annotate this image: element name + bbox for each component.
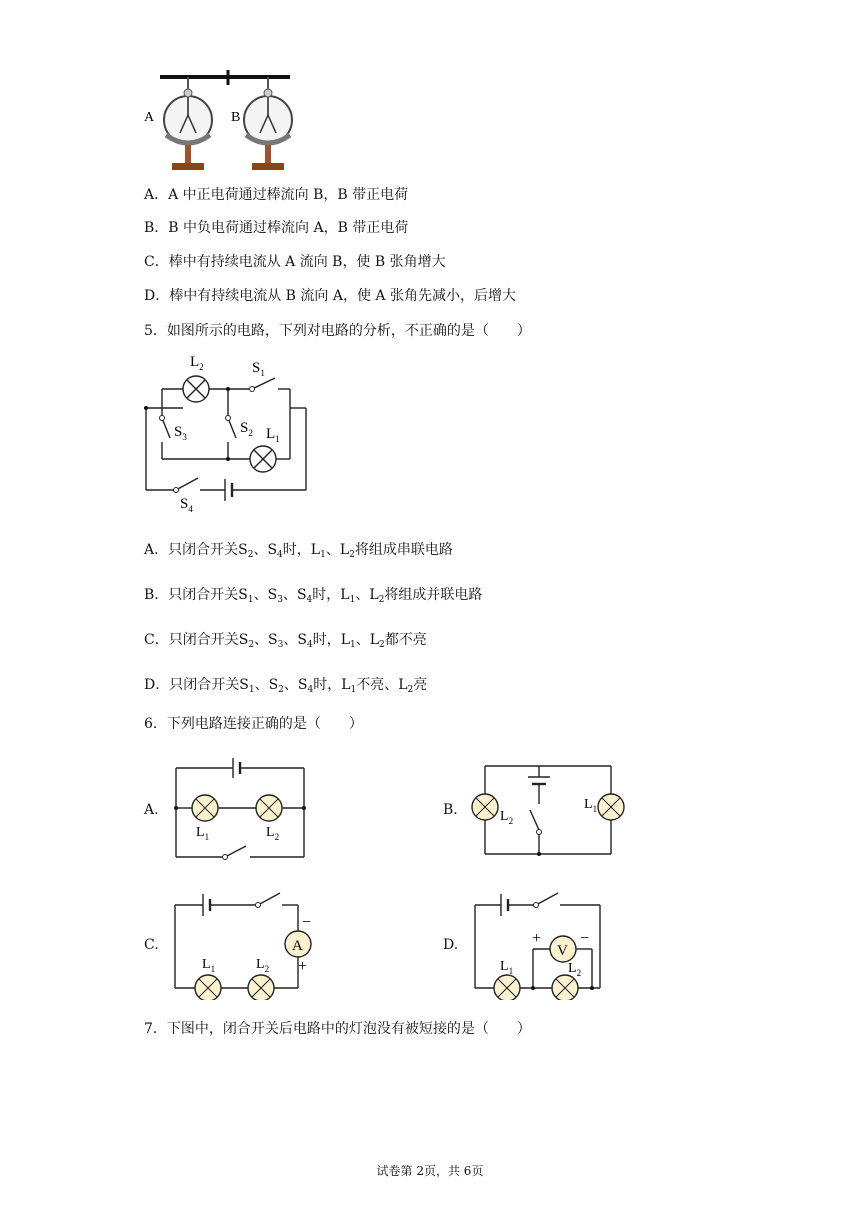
svg-text:L2: $L_2$ <box>568 961 582 978</box>
q4-option-d: D．棒中有持续电流从 B 流向 A，使 A 张角先减小，后增大 <box>144 288 516 304</box>
svg-text:+: + <box>298 958 308 975</box>
svg-text:S4: $S_4$ <box>180 496 193 512</box>
q6-letter-b: B. <box>443 802 458 818</box>
page-footer: 试卷第 2页，共 6页 <box>376 1164 484 1178</box>
q6-letter-c: C. <box>144 937 159 953</box>
q5-option-b: B．只闭合开关$S_1$、$S_3$、$S_4$时，$L_1$、$L_2$将组成并联电路 <box>144 587 483 605</box>
svg-text:L2: $L_2$ <box>500 809 514 826</box>
svg-text:L2: $L_2$ <box>266 825 280 842</box>
q6-letter-a: A. <box>144 802 159 818</box>
svg-text:−: − <box>302 914 312 931</box>
svg-text:−: − <box>580 930 590 947</box>
q6-circuit-b <box>468 762 628 862</box>
svg-text:S2: $S_2$ <box>240 420 253 438</box>
svg-text:L2: $L_2$ <box>190 354 204 372</box>
label-a: A <box>144 110 155 125</box>
label-b: B <box>231 110 241 125</box>
q7-stem: 7．下图中，闭合开关后电路中的灯泡没有被短接的是（ ） <box>144 1021 531 1037</box>
q5-stem: 5．如图所示的电路，下列对电路的分析，不正确的是（ ） <box>144 323 531 339</box>
q5-option-d: D．只闭合开关$S_1$、$S_2$、$S_4$时，$L_1$不亮、$L_2$亮 <box>144 677 428 695</box>
svg-text:V: V <box>557 943 568 959</box>
svg-text:A: A <box>292 938 303 954</box>
electroscope-figure <box>140 65 300 175</box>
q4-option-a: A．A 中正电荷通过棒流向 B，B 带正电荷 <box>144 187 409 203</box>
svg-text:L2: $L_2$ <box>256 957 270 974</box>
q6-letter-d: D. <box>443 937 459 953</box>
svg-text:L1: $L_1$ <box>500 959 514 976</box>
svg-text:+: + <box>532 930 542 947</box>
svg-text:L1: $L_1$ <box>196 825 210 842</box>
q5-circuit-diagram <box>140 352 315 512</box>
svg-text:L1: $L_1$ <box>584 797 598 814</box>
q6-circuit-c <box>170 885 320 1000</box>
q6-stem: 6．下列电路连接正确的是（ ） <box>144 716 363 732</box>
svg-text:S3: $S_3$ <box>174 424 187 442</box>
q5-option-a: A．只闭合开关$S_2$、$S_4$时，$L_1$、$L_2$将组成串联电路 <box>144 542 453 560</box>
q4-option-b: B．B 中负电荷通过棒流向 A，B 带正电荷 <box>144 220 409 236</box>
svg-text:S1: $S_1$ <box>252 360 265 378</box>
svg-text:L1: $L_1$ <box>202 957 216 974</box>
q6-circuit-d <box>470 885 610 1000</box>
svg-text:L1: $L_1$ <box>266 426 280 444</box>
q4-option-c: C．棒中有持续电流从 A 流向 B，使 B 张角增大 <box>144 254 446 270</box>
q5-option-c: C．只闭合开关$S_2$、$S_3$、$S_4$时，$L_1$、$L_2$都不亮 <box>144 632 427 650</box>
q6-circuit-a <box>170 755 310 865</box>
